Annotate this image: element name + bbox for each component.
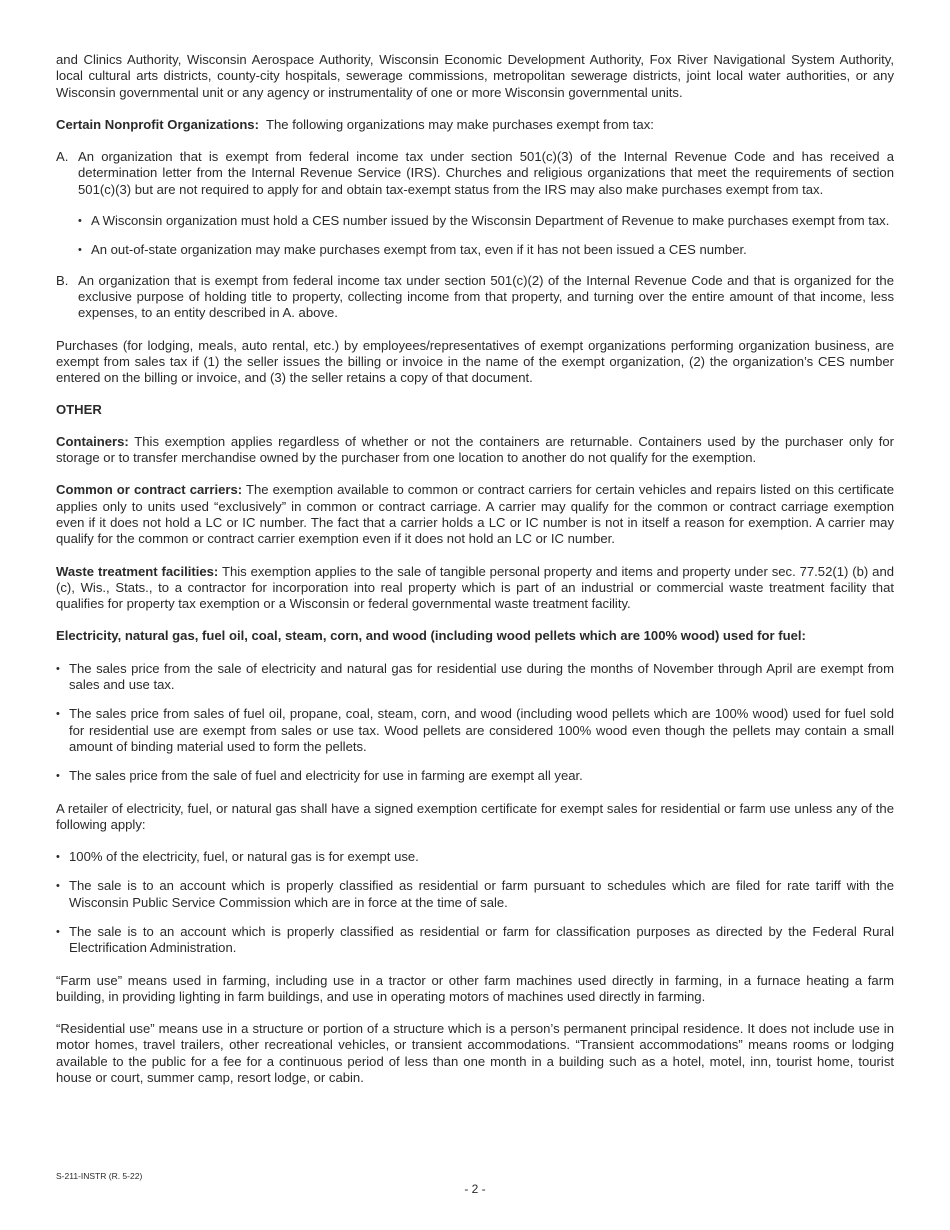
- list-item: • An out-of-state organization may make purchases exempt from tax, even if it has not been issued a CES number.: [78, 242, 747, 258]
- waste-text: This exemption applies to the sale of tangible personal property and items and property under sec. 77.52(1) (b) and (c), Wis., Stats., to a contractor for incorporation into real property which is part of an industrial or commercial waste treatment facility that qualifies for property tax exemption or a Wisconsin or federal governmental waste treatment facility.: [56, 563, 895, 612]
- list-item: • The sale is to an account which is properly classified as residential or farm for classification purposes as directed by the Federal Rural Electrification Administration.: [56, 923, 894, 956]
- bullet-icon: •: [56, 662, 60, 675]
- bullet-icon: •: [56, 925, 60, 938]
- nonprofit-intro-text: The following organizations may make purchases exempt from tax:: [266, 116, 654, 132]
- carriers-paragraph: [56, 482, 894, 547]
- list-item: • The sales price from the sale of fuel and electricity for use in farming are exempt all year.: [56, 768, 583, 784]
- document-page: [56, 52, 894, 1102]
- nonprofit-heading: Certain Nonprofit Organizations:: [56, 116, 259, 132]
- list-item: • The sales price from sales of fuel oil, propane, coal, steam, corn, and wood (including wood pellets which are 100% wood) used for fuel sold for residential use are exempt from sales or use tax. Wood pellets are considered 100% wood even though the pellets may contain a small amount of binding material used to form the pellets.: [56, 706, 894, 754]
- item-a-bullets: [78, 213, 894, 259]
- bullet-icon: •: [78, 215, 82, 228]
- list-item: • The sale is to an account which is properly classified as residential or farm pursuant to schedules which are filed for rate tariff with the Wisconsin Public Service Commission which are in force at the time of sale.: [56, 878, 894, 910]
- farm-use-paragraph: “Farm use” means used in farming, including use in a tractor or other farm machines used directly in farming, in a furnace heating a farm building, in providing lighting in farm buildings, and use in operating motors of machines used directly in farming.: [56, 972, 894, 1004]
- list-item: • 100% of the electricity, fuel, or natural gas is for exempt use.: [56, 849, 419, 865]
- bullet-icon: •: [78, 244, 82, 257]
- retailer-paragraph: A retailer of electricity, fuel, or natural gas shall have a signed exemption certificate for exempt sales for residential or farm use unless any of the following apply:: [56, 800, 894, 832]
- nonprofit-item-b: [56, 273, 894, 322]
- waste-paragraph: [56, 564, 894, 613]
- item-a-text: An organization that is exempt from federal income tax under section 501(c)(3) of the Internal Revenue Code and has received a determination letter from the Internal Revenue Service (IRS). Churches and religious organizations that meet the requirements of section 501(c)(3) but are not required to apply for and obtain tax-exempt status from the IRS may also make purchases exempt from tax.: [78, 149, 894, 197]
- item-b-text: An organization that is exempt from federal income tax under section 501(c)(2) of the Internal Revenue Code and that is organized for the exclusive purpose of holding title to property, collecting income from that property, and turning over the entire amount of that income, less expenses, to an entity described in A. above.: [78, 272, 894, 321]
- bullet-icon: •: [56, 851, 60, 864]
- containers-heading: Containers:: [56, 433, 129, 449]
- carriers-heading: Common or contract carriers:: [56, 482, 243, 498]
- list-item: • The sales price from the sale of electricity and natural gas for residential use during the months of November through April are exempt from sales and use tax.: [56, 660, 894, 693]
- intro-paragraph: and Clinics Authority, Wisconsin Aerospace Authority, Wisconsin Economic Development Authority, Fox River Navigational System Authority, local cultural arts districts, county-city hospitals, sewerage commissions, metropolitan sewerage districts, joint local water authorities, or any Wisconsin governmental unit or any agency or instrumentality of one or more Wisconsin governmental units.: [56, 52, 894, 100]
- waste-heading: Waste treatment facilities:: [56, 563, 219, 579]
- other-section-title: OTHER: [56, 402, 102, 418]
- item-a-letter: A.: [56, 149, 69, 165]
- containers-text: This exemption applies regardless of whether or not the containers are returnable. Containers used by the purchaser only for storage or to transfer merchandise owned by the purchaser from one location to another do not qualify for the exemption.: [56, 433, 894, 466]
- retailer-bullets: [56, 849, 894, 956]
- form-id: S-211-INSTR (R. 5-22): [56, 1171, 143, 1181]
- carriers-text: The exemption available to common or contract carriers for certain vehicles and repairs listed on this certificate applies only to units used “exclusively” in common or contract carriage. A carrier may qualify for the common or contract carriage exemption even if it does not hold a LC or IC number. The fact that a carrier holds a LC or IC number is not in itself a reason for exemption. A carrier may qualify for the common or contract carrier exemption even if it does not hold an LC or IC number.: [56, 482, 894, 547]
- bullet-icon: •: [56, 708, 60, 721]
- residential-use-paragraph: “Residential use” means use in a structure or portion of a structure which is a person’s permanent principal residence. It does not include use in motor homes, travel trailers, other recreational vehicles, or transient accommodations. “Transient accommodations” means rooms or lodging available to the public for a fee for a continuous period of less than one month in a building such as a hotel, motel, inn, tourist home, tourist house or court, summer camp, resort lodge, or cabin.: [56, 1021, 894, 1086]
- bullet-icon: •: [56, 770, 60, 783]
- fuel-heading: Electricity, natural gas, fuel oil, coal, steam, corn, and wood (including wood pellets which are 100% wood) used for fuel:: [56, 628, 806, 644]
- containers-paragraph: [56, 434, 894, 467]
- bullet-icon: •: [56, 880, 60, 893]
- nonprofit-intro-paragraph: [56, 117, 894, 133]
- nonprofit-item-a: [56, 149, 894, 258]
- list-item: • A Wisconsin organization must hold a CES number issued by the Wisconsin Department of Revenue to make purchases exempt from tax.: [78, 213, 890, 229]
- purchases-paragraph: Purchases (for lodging, meals, auto rental, etc.) by employees/representatives of exempt organizations performing organization business, are exempt from sales tax if (1) the seller issues the billing or invoice in the name of the exempt organization, (2) the organization’s CES number entered on the billing or invoice, and (3) the seller retains a copy of that document.: [56, 337, 894, 386]
- fuel-bullets: [56, 661, 894, 785]
- item-b-letter: B.: [56, 272, 69, 288]
- page-number: - 2 -: [464, 1182, 486, 1196]
